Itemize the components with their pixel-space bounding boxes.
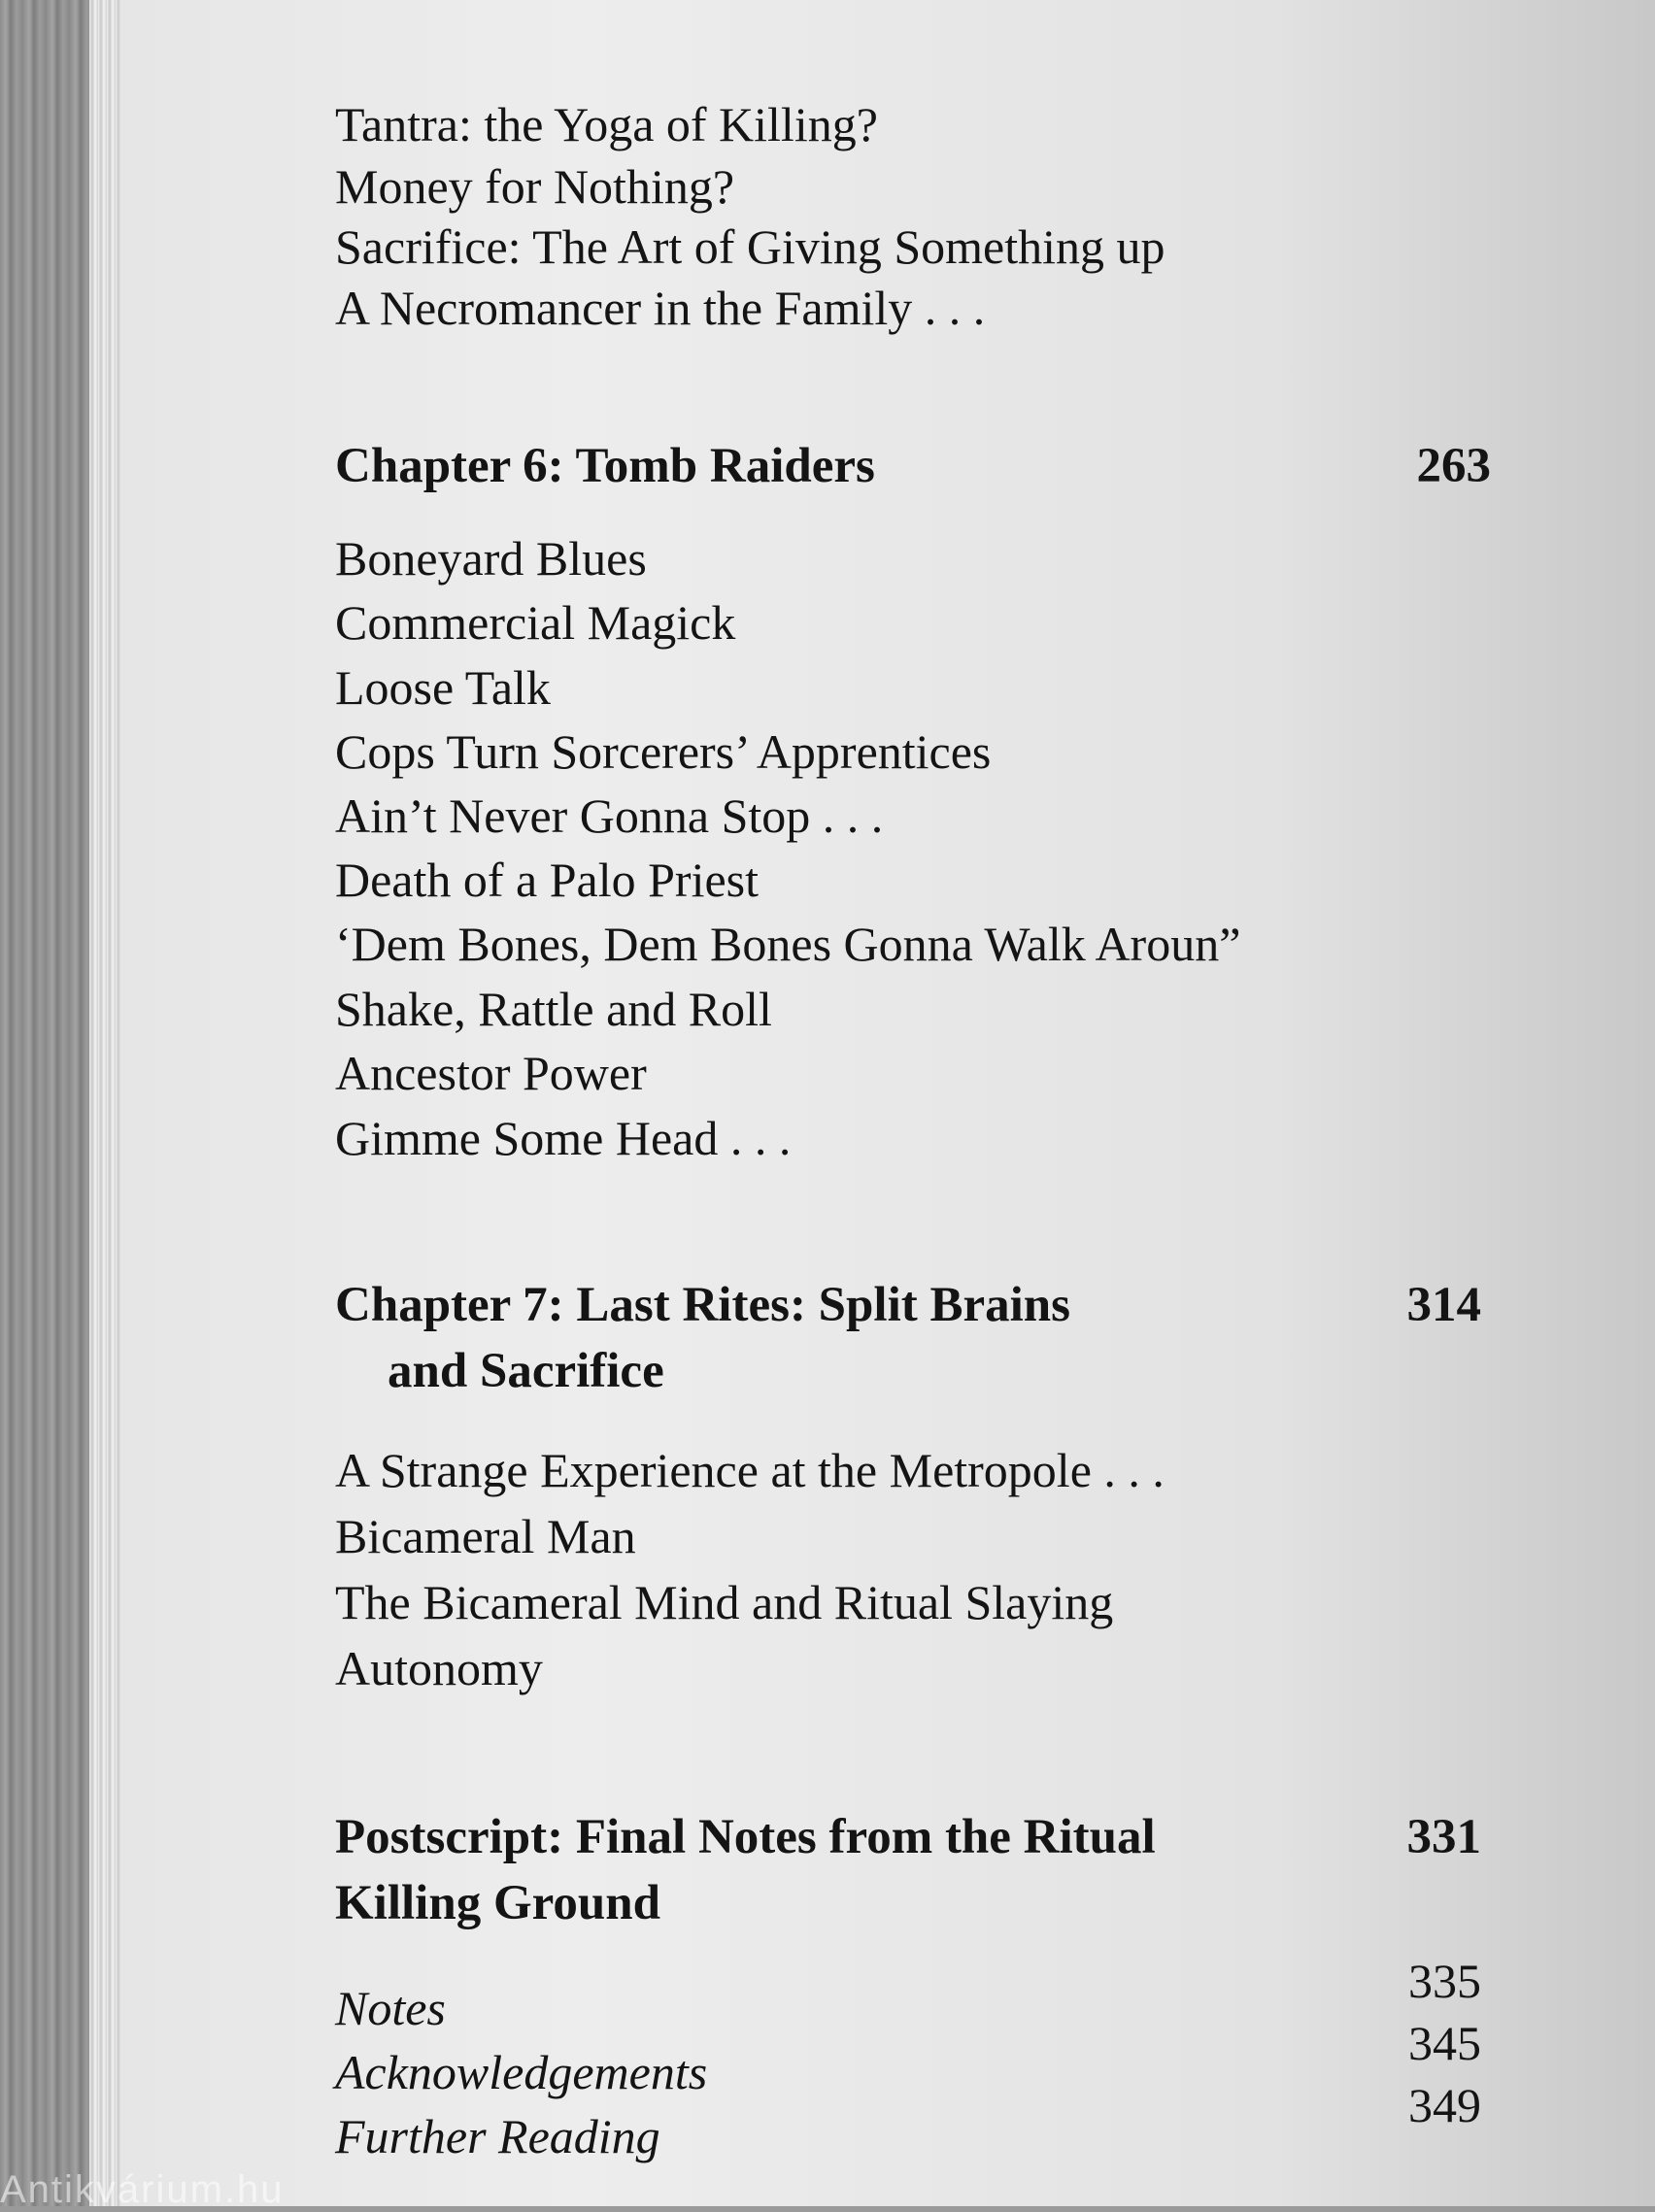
toc-entry: A Strange Experience at the Metropole . . . xyxy=(335,1443,1165,1497)
toc-entry: Shake, Rattle and Roll xyxy=(335,982,772,1036)
back-matter-label: Acknowledgements xyxy=(335,2045,708,2099)
watermark: Antikvárium.hu xyxy=(0,2168,285,2211)
chapter-page-number: 263 xyxy=(1416,439,1491,493)
toc-entry: Loose Talk xyxy=(335,660,551,715)
toc-entry: Bicameral Man xyxy=(335,1509,636,1563)
postscript-title-line: Killing Ground xyxy=(335,1876,660,1930)
toc-entry: Sacrifice: The Art of Giving Something up xyxy=(335,219,1165,274)
toc-entry: A Necromancer in the Family . . . xyxy=(335,281,986,335)
toc-entry: Money for Nothing? xyxy=(335,159,735,214)
chapter-title: Chapter 6: Tomb Raiders xyxy=(335,439,875,493)
toc-entry: Boneyard Blues xyxy=(335,531,647,586)
chapter-title-line: Chapter 7: Last Rites: Split Brains xyxy=(335,1278,1071,1332)
chapter-page-number: 314 xyxy=(1406,1278,1481,1332)
page-edges xyxy=(89,0,122,2206)
chapter-heading-6 xyxy=(335,433,1491,499)
back-matter-page: 335 xyxy=(1408,1954,1481,2008)
toc-entry: The Bicameral Mind and Ritual Slaying xyxy=(335,1575,1114,1629)
back-matter-label: Notes xyxy=(335,1981,446,2035)
toc-entry: Ancestor Power xyxy=(335,1046,647,1100)
postscript-page-number: 331 xyxy=(1406,1810,1481,1864)
postscript-heading xyxy=(335,1804,1481,1936)
toc-entry: Ain’t Never Gonna Stop . . . xyxy=(335,788,884,843)
back-matter-label: Further Reading xyxy=(335,2109,660,2163)
chapter-heading-7 xyxy=(335,1272,1481,1404)
toc-entry: Cops Turn Sorcerers’ Apprentices xyxy=(335,724,992,779)
toc-entry: Autonomy xyxy=(335,1641,543,1695)
toc-entry: Death of a Palo Priest xyxy=(335,853,760,907)
back-matter-page: 349 xyxy=(1408,2078,1481,2132)
toc-entry: Gimme Some Head . . . xyxy=(335,1111,792,1165)
toc-entry: Commercial Magick xyxy=(335,595,736,650)
back-matter-page: 345 xyxy=(1408,2016,1481,2070)
toc-entry: ‘Dem Bones, Dem Bones Gonna Walk Aroun” xyxy=(335,917,1241,971)
chapter-title-line: and Sacrifice xyxy=(388,1344,664,1398)
postscript-title-line: Postscript: Final Notes from the Ritual xyxy=(335,1810,1156,1864)
toc-entry: Tantra: the Yoga of Killing? xyxy=(335,97,878,151)
wooden-background xyxy=(0,0,97,2206)
